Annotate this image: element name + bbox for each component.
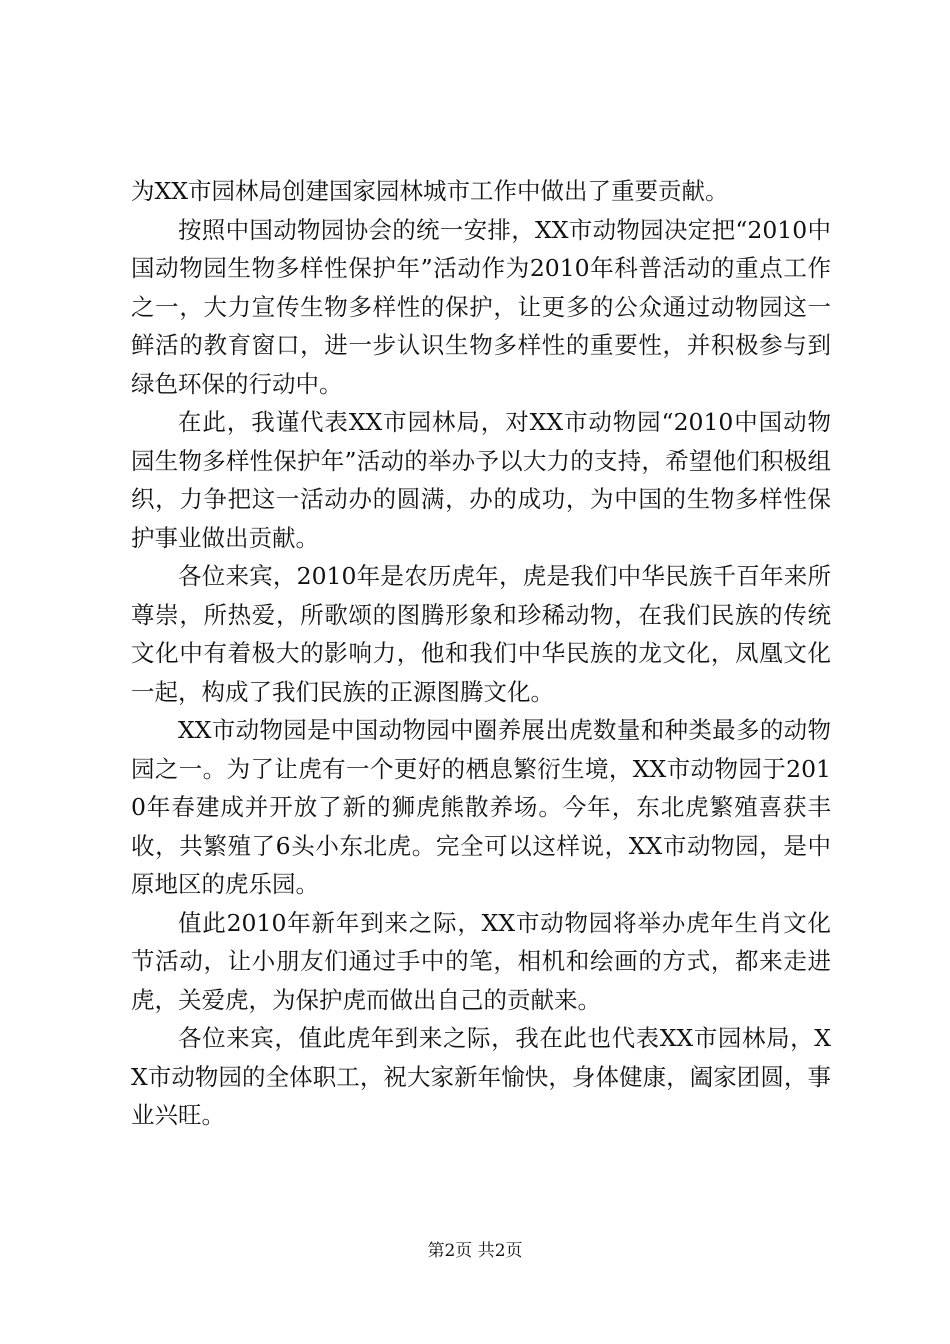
paragraph-zodiac-festival: 值此2010年新年到来之际，XX市动物园将举办虎年生肖文化节活动，让小朋友们通过手中的笔，相机和绘画的方式，都来走进虎，关爱虎，为保护虎而做出自己的贡献来。 — [131, 908, 831, 1014]
page-number-footer: 第2页 共2页 — [427, 1241, 523, 1261]
paragraph-tiger-year: 各位来宾，2010年是农历虎年，虎是我们中华民族千百年来所尊崇，所热爱，所歌颂的图腾形象和珍稀动物，在我们民族的传统文化中有着极大的影响力，他和我们中华民族的龙文化，凤凰文化一起，构成了我们民族的正源图腾文化。 — [131, 562, 831, 706]
paragraph-support: 在此，我谨代表XX市园林局，对XX市动物园“2010中国动物园生物多样性保护年”活动的举办予以大力的支持，希望他们积极组织，力争把这一活动办的圆满，办的成功，为中国的生物多样性保护事业做出贡献。 — [131, 408, 831, 552]
paragraph-greetings: 各位来宾，值此虎年到来之际，我在此也代表XX市园林局，XX市动物园的全体职工，祝大家新年愉快，身体健康，阖家团圆，事业兴旺。 — [131, 1024, 831, 1129]
paragraph-zoo-tigers: XX市动物园是中国动物园中圈养展出虎数量和种类最多的动物园之一。为了让虎有一个更好的栖息繁衍生境，XX市动物园于2010年春建成并开放了新的狮虎熊散养场。今年，东北虎繁殖喜获丰收，共繁殖了6头小东北虎。完全可以这样说，XX市动物园，是中原地区的虎乐园。 — [131, 716, 831, 898]
paragraph-continuation: 为XX市园林局创建国家园林城市工作中做出了重要贡献。 — [131, 177, 729, 205]
paragraph-biodiversity-year: 按照中国动物园协会的统一安排，XX市动物园决定把“2010中国动物园生物多样性保护年”活动作为2010年科普活动的重点工作之一，大力宣传生物多样性的保护，让更多的公众通过动物园这一鲜活的教育窗口，进一步认识生物多样性的重要性，并积极参与到绿色环保的行动中。 — [131, 215, 831, 398]
document-body — [131, 172, 831, 1135]
